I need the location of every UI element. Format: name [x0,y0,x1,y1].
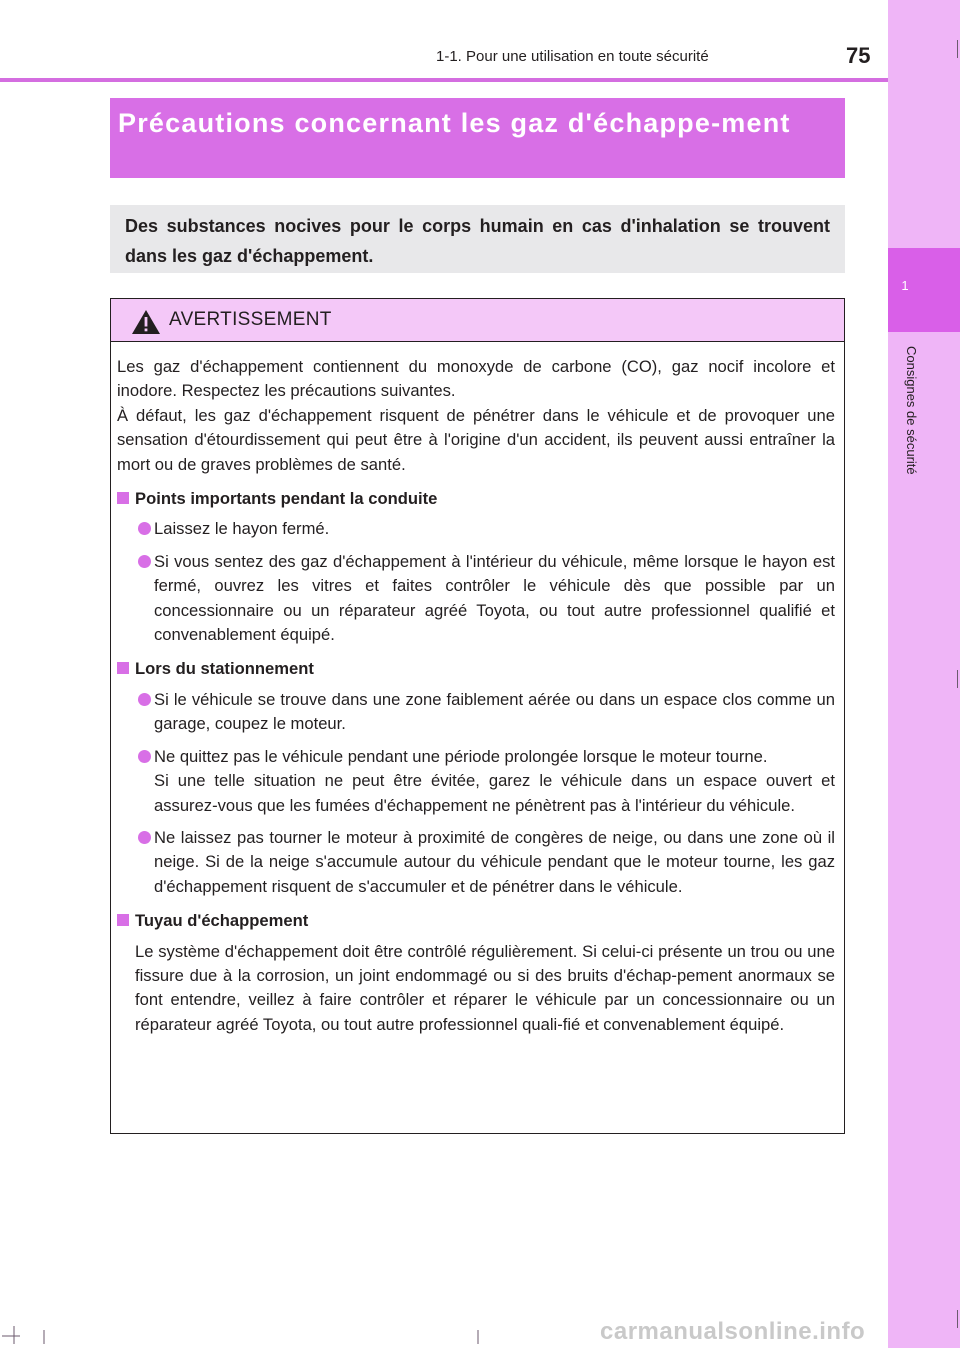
section-paragraph: Le système d'échappement doit être contrôlé régulièrement. Si celui-ci présente un trou ou une fissure due à la corrosion, un joint endommagé ou si des bruits d'échap-pement anormaux se font entendre, veillez à faire contrôler et réparer le véhicule par un concessionnaire ou un réparateur agréé Toyota, ou tout autre professionnel quali-fié et convenablement équipé. [135,941,835,1034]
running-head: 1-1. Pour une utilisation en toute sécurité [436,48,709,65]
crop-mark [957,1310,958,1328]
warning-triangle-icon [131,309,161,335]
warning-body [117,355,835,1037]
list-item-continuation: Si une telle situation ne peut être évitée, garez le véhicule dans un espace ouvert et assurez-vous que les fumées d'échappement ne pénètrent pas à l'intérieur du véhicule. [154,771,835,815]
header-rule [0,78,888,82]
intro-text: Des substances nocives pour le corps humain en cas d'inhalation se trouvent dans les gaz d'échappement. [125,216,830,266]
list-item [117,550,835,648]
chapter-label-wrap [905,346,919,546]
circle-bullet-icon [138,693,151,706]
circle-bullet-icon [138,522,151,535]
section-heading-text: Points importants pendant la conduite [135,489,438,509]
watermark: carmanualsonline.info [600,1318,866,1345]
section-title-box [110,98,845,178]
chapter-label: Consignes de sécurité [904,346,919,475]
warning-paragraph: À défaut, les gaz d'échappement risquent de pénétrer dans le véhicule et de provoquer une sensation d'étourdissement qui peut être à l'origine d'un accident, ils peuvent aussi entraîner la mort ou de graves problèmes de santé. [117,405,835,474]
list-item [117,688,835,737]
list-item-text: Ne quittez pas le véhicule pendant une période prolongée lorsque le moteur tourne. [154,746,768,766]
circle-bullet-icon [138,555,151,568]
list-item [117,745,835,818]
square-bullet-icon [117,662,129,674]
warning-paragraph: Les gaz d'échappement contiennent du monoxyde de carbone (CO), gaz nocif incolore et inodore. Respectez les précautions suivantes. [117,357,835,401]
warning-box [110,298,845,1134]
square-bullet-icon [117,914,129,926]
square-bullet-icon [117,492,129,504]
chapter-side-strip [888,0,960,1348]
section-heading [117,657,835,681]
circle-bullet-icon [138,831,151,844]
list-item-text: Laissez le hayon fermé. [154,519,330,539]
crop-mark [957,670,958,688]
section-heading-text: Tuyau d'échappement [135,911,309,931]
list-item-text: Si vous sentez des gaz d'échappement à l'intérieur du véhicule, même lorsque le hayon est fermé, ouvrez les vitres et faites contrôler le véhicule dès que possible par un concessionnaire ou un réparateur agréé Toyota, ou tout autre professionnel qualifié et convenablement équipé. [154,551,835,645]
section-heading [117,909,835,933]
circle-bullet-icon [138,750,151,763]
chapter-number: 1 [901,278,909,293]
list-item-text: Ne laissez pas tourner le moteur à proximité de congères de neige, ou dans une zone où il neige. Si de la neige s'accumule autour du véhicule pendant que le moteur tourne, les gaz d'échappement risquent de s'accumuler et de pénétrer dans le véhicule. [154,827,835,896]
warning-heading: AVERTISSEMENT [169,309,332,330]
page-number: 75 [846,43,871,68]
section-heading [117,487,835,511]
crop-mark [957,40,958,58]
list-item-text: Si le véhicule se trouve dans une zone faiblement aérée ou dans un espace clos comme un garage, coupez le moteur. [154,689,835,734]
list-item [117,826,835,899]
list-item [117,517,835,541]
intro-box [110,205,845,273]
warning-header [111,299,844,342]
section-heading-text: Lors du stationnement [135,659,314,679]
section-title: Précautions concernant les gaz d'échappe-ment [118,108,791,138]
